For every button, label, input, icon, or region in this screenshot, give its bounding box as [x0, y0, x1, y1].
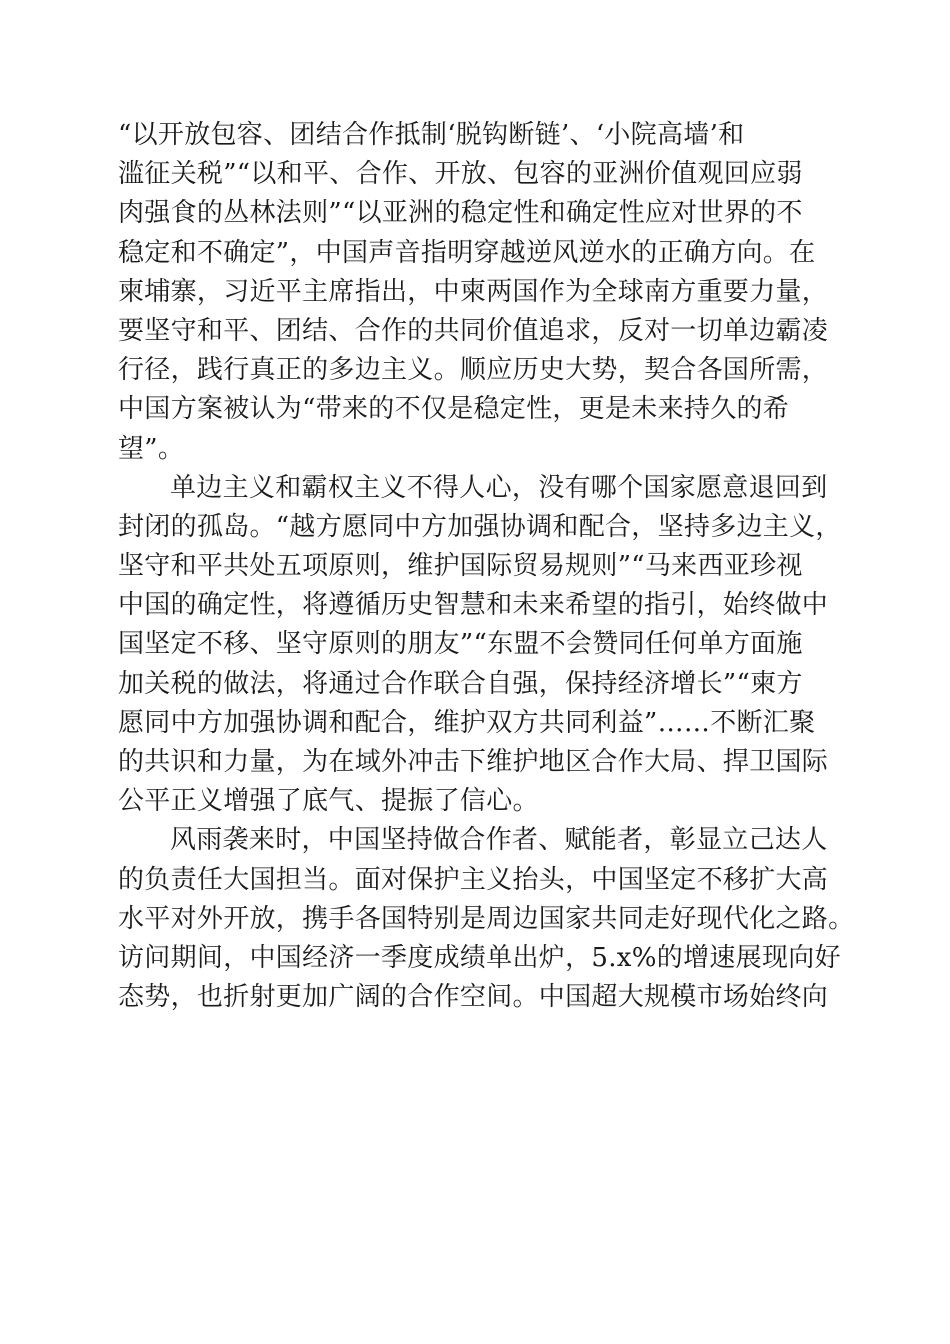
text-line-first: 风雨袭来时，中国坚持做合作者、赋能者，彰显立己达人 [170, 825, 828, 856]
text-line: 行径，践行真正的多边主义。顺应历史大势，契合各国所需， [118, 355, 829, 386]
text-line: 柬埔寨，习近平主席指出，中柬两国作为全球南方重要力量， [118, 276, 829, 307]
text-line: 稳定和不确定”，中国声音指明穿越逆风逆水的正确方向。在 [118, 237, 816, 268]
text-line: 中国的确定性，将遵循历史智慧和未来希望的指引，始终做中 [118, 590, 829, 621]
body-text [118, 116, 855, 1017]
text-line: 要坚守和平、团结、合作的共同价值追求，反对一切单边霸凌 [118, 315, 829, 346]
text-line: 的共识和力量，为在域外冲击下维护地区合作大局、捍卫国际 [118, 747, 829, 777]
text-line: 态势，也折射更加广阔的合作空间。中国超大规模市场始终向 [118, 982, 829, 1013]
text-line: 加关税的做法，将通过合作联合自强，保持经济增长”“柬方 [118, 668, 803, 699]
text-line: 滥征关税”“以和平、合作、开放、包容的亚洲价值观回应弱 [118, 159, 803, 190]
text-line: 中国方案被认为“带来的不仅是稳定性，更是未来持久的希 [118, 394, 790, 425]
text-line: 封闭的孤岛。“越方愿同中方加强协调和配合，坚持多边主义， [118, 511, 842, 542]
text-line: “以开放包容、团结合作抵制‘脱钩断链’、‘小院高墙’和 [118, 120, 745, 150]
paragraph-3 [118, 821, 855, 1017]
text-line-first: 单边主义和霸权主义不得人心，没有哪个国家愿意退回到 [170, 472, 828, 503]
text-line: 访问期间，中国经济一季度成绩单出炉，5.x%的增速展现向好 [118, 942, 841, 973]
text-line: 肉强食的丛林法则”“以亚洲的稳定性和确定性应对世界的不 [118, 198, 803, 229]
text-line: 的负责任大国担当。面对保护主义抬头，中国坚定不移扩大高 [118, 864, 829, 895]
text-line: 水平对外开放，携手各国特别是周边国家共同走好现代化之路。 [118, 903, 855, 934]
text-line: 坚守和平共处五项原则，维护国际贸易规则”“马来西亚珍视 [118, 551, 803, 582]
text-line: 国坚定不移、坚守原则的朋友”“东盟不会赞同任何单方面施 [118, 629, 803, 660]
paragraph-2 [118, 469, 842, 822]
text-line: 望”。 [118, 433, 185, 464]
text-line: 公平正义增强了底气、提振了信心。 [118, 786, 539, 817]
text-line: 愿同中方加强协调和配合，维护双方共同利益”……不断汇聚 [118, 707, 816, 738]
paragraph-1 [118, 116, 833, 469]
